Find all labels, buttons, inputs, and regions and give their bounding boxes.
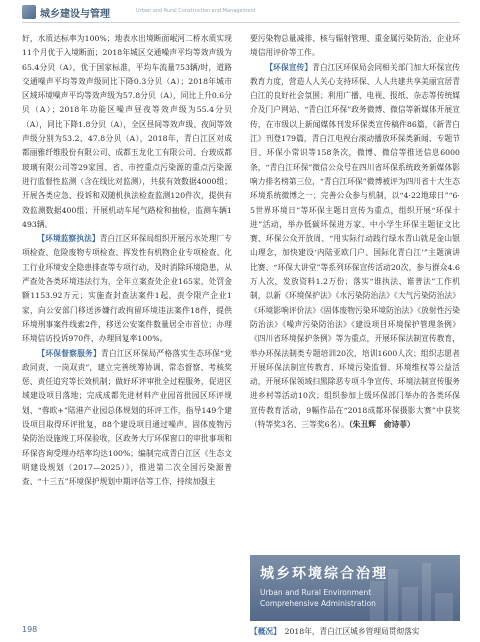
- brand-title: 城乡建设与管理: [40, 9, 110, 20]
- header-divider: [22, 22, 460, 23]
- magazine-logo-icon: [22, 5, 36, 19]
- paragraph-supervision-text: 青白江区环保局严格落实生态环保“党政同责、一岗双责”，建立完善统筹协调、常态督察、考核奖惩、责任追究等长效机制；做好环评审批全过程服务，促进区域建设项目落地；完成成都先进材料产业园首批园区环评规划、“蓉欧+”陆港产业园总体规划的环评工作，指导149个建设项目取得环评批复，88个建设项目通过噪声、固体废物污染防治设施竣工环保验收，区政务大厅环保窗口的审批事项和环保咨询受理办结率均达100%；编制完成青白江区《生态文明建设规划（2017—2025）》，推进第二次全国污染源普查、“十三五”环境保护规划中期评估等工作，持续加强主: [22, 348, 232, 487]
- right-column: [250, 32, 460, 432]
- paragraph-publicity: [250, 61, 460, 433]
- banner-english-line-2: Comprehensive Administration: [260, 599, 376, 608]
- paragraph-enforcement-text: 青白江区环保局组织开展污水处理厂专项检查、危险废物专项检查、挥发性有机物企业专项检查、化工行业环境安全隐患排查等专项行动，及时消除环境隐患，从严查处各类环境违法行为，全年立案查处企业165家，处罚金额1153.92万元；实施查封查法案件1起，责令限产企业1家，向公安部门移送涉嫌行政拘留环境违法案件18件，提供环境刑事案件线索2件，移送公安案件数量居全市首位；办理环境信访投诉970件，办理回复率100%。: [22, 234, 232, 344]
- page-header: [0, 0, 480, 24]
- paragraph-publicity-text: 青白江区环保局会同相关部门加大环保宣传教育力度，营造人人关心支持环保、人人共建共享美丽宜居青白江的良好社会氛围；利用广播、电视、报纸、杂志等传统媒介及门户网站、“青白江环保”政务微博、微信等新媒体开展宣传，在市级以上新闻媒体刊发环保类宣传稿件86篇，《新青白江》刊登179篇，青白江电视台滚动播放环保类新闻、专题节目、环保小常识等158条次，微博、微信等推送信息6000条，“青白江环保”微信公众号在四川省环保系统政务新媒体影响力排名榜第三位，“青白江环保”微博被评为四川省十大生态环境系统微博之一；完善公众参与机制，以“4·22地球日”“6·5世界环境日”等环保主题日宣传为重点，组织开展“环保十进”活动，举办低碳环保进万家、中小学生环保主题征文比赛、环保公众开放周、“用实际行动践行绿水青山就是金山银山理念，加快建设‘内陆亚欧门户、国际化青白江’”主题演讲比赛、“环保大讲堂”等系列环保宣传活动20次，参与群众4.6万人次，发放资料1.2万份；落实“谁执法、谁普法”工作机制，以新《环境保护法》《水污染防治法》《大气污染防治法》《环境影响评价法》《固体废物污染环境防治法》《放射性污染防治法》《噪声污染防治法》《建设项目环境保护管理条例》《四川省环境保护条例》等为重点，开展环保法制宣传教育，举办环保法制类专题培训20次，培训1600人次；组织志愿者开展环保法制宣传教育、环境污染监督、环境维权等公益活动，开展环保领域扫黑除恶专项斗争宣传、环境法制宣传服务进乡村等活动10次；组织参加上级环保部门举办的各类环保宣传教育活动，9幅作品在“2018成都环保摄影大赛”中获奖（特等奖3名、三等奖6名）。: [250, 62, 460, 430]
- banner-english-line-1: Urban and Rural Environment: [260, 588, 372, 597]
- page-number: 198: [22, 625, 38, 634]
- brand-english-title: Urban and Rural Construction and Management: [136, 8, 256, 14]
- section-tag-enforcement: 【环境监察执法】: [37, 234, 100, 244]
- section-banner: [250, 555, 460, 621]
- section-tag-overview: 【概况】: [250, 627, 281, 636]
- author-signature: （朱丑辉 俞诗菲）: [348, 420, 415, 430]
- banner-title: 城乡环境综合治理: [260, 566, 388, 582]
- paragraph-overview: [250, 626, 460, 638]
- paragraph-monitoring: 好，水质达标率为100%；地表水出境断面岷河二桥水质实现11个月优于入境断面；2018年城区交通噪声平均等效声级为65.4分贝（A），优于国家标准，平均车流量753辆/时，道路交通噪声平均等效声级同比下降0.3分贝（A）；2018年城市区域环境噪声平均等效声级为57.8分贝（A），同比上升0.6分贝（A）；2018年功能区噪声昼夜等效声级为55.4分贝（A），同比下降1.8分贝（A），全区昼间等效声级、夜间等效声级分别为53.2、47.8分贝（A），2018年，青白江区对成都丽雅纤维股份有限公司、成都玉龙化工有限公司、台玻成都玻璃有限公司等29家国、省、市控重点污染源的重点污染源进行监督性监测（含在线比对监测），共获有效数据4000组；开展各类应急、投诉和双随机执法检查监测120件次，提供有效监测数据400组；开展机动车尾气路检和抽检，监测车辆1493辆。: [22, 34, 232, 229]
- left-column: [22, 32, 232, 490]
- paragraph-continued: 要污染物总量减排、核与辐射管理、重金属污染防治、企业环境信用评价等工作。: [250, 34, 460, 58]
- section-tag-supervision: 【环保督察服务】: [37, 348, 101, 358]
- paragraph-supervision: [22, 347, 232, 490]
- paragraph-overview-text: 2018年，青白江区城乡管理局贯彻落实: [284, 627, 420, 636]
- section-tag-publicity: 【环保宣传】: [265, 62, 313, 72]
- paragraph-enforcement: [22, 232, 232, 346]
